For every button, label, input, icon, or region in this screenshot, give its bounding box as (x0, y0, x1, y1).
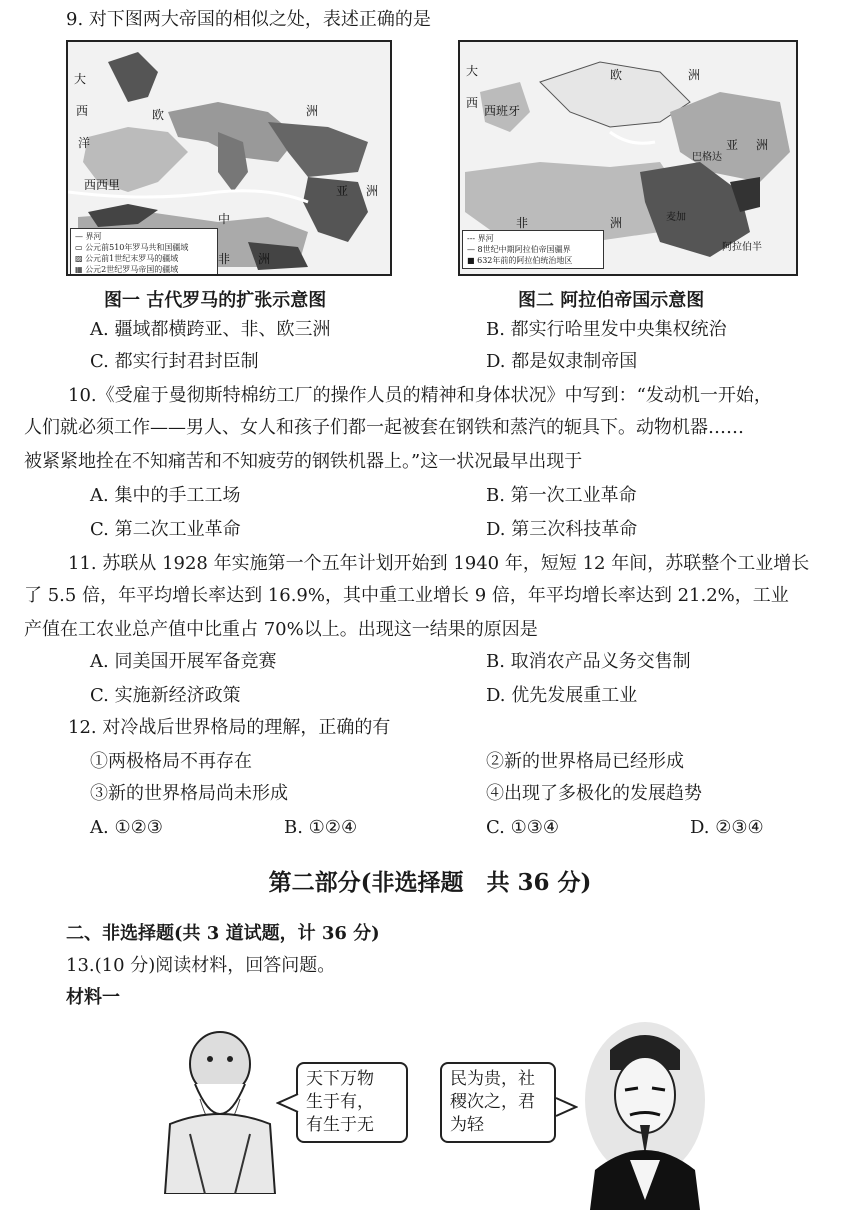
map1-label-10: 中 (218, 212, 231, 226)
map2-label-5: 亚 (726, 138, 739, 152)
q11-stem-line3: 产值在工农业总产值中比重占 70%以上。出现这一结果的原因是 (24, 619, 538, 640)
mencius-quote-line1: 民为贵，社 (450, 1069, 535, 1089)
bubble-pointer-left (276, 1092, 300, 1114)
map1-label-2: 洋 (78, 136, 91, 150)
q9-option-c[interactable]: C. 都实行封君封臣制 (90, 351, 259, 372)
q10-option-a[interactable]: A. 集中的手工工场 (90, 485, 241, 506)
q12-option-d[interactable]: D. ②③④ (690, 817, 764, 838)
map2-caption: 图二 阿拉伯帝国示意图 (518, 290, 705, 311)
map2-label-0: 大 (466, 64, 479, 78)
q11-option-d[interactable]: D. 优先发展重工业 (486, 685, 638, 706)
map1-legend-3: ▦ 公元2世纪罗马帝国的疆域 (75, 265, 179, 274)
map1-label-1: 西 (76, 104, 89, 118)
q12-item-1: ①两极格局不再存在 (90, 751, 252, 772)
q13-stem: 13.(10 分)阅读材料，回答问题。 (66, 955, 336, 976)
map1-label-3: 欧 (152, 108, 165, 122)
map2-label-10: 阿拉伯半 (722, 242, 762, 253)
q10-option-d[interactable]: D. 第三次科技革命 (486, 519, 638, 540)
q12-option-b[interactable]: B. ①②④ (284, 817, 358, 838)
material-one-label: 材料一 (66, 987, 120, 1008)
section-heading: 二、非选择题(共 3 道试题，计 36 分) (66, 923, 380, 944)
map2-legend-2: ■ 632年前的阿拉伯统治地区 (467, 256, 573, 265)
q12-option-c[interactable]: C. ①③④ (486, 817, 559, 838)
q10-stem-line2: 人们就必须工作——男人、女人和孩子们都一起被套在钢铁和蒸汽的轭具下。动物机器…… (24, 417, 744, 438)
map-arab-empire (458, 40, 798, 276)
map2-legend-0: --- 界河 (467, 234, 494, 243)
mencius-quote-line3: 为轻 (450, 1115, 484, 1135)
q12-option-a[interactable]: A. ①②③ (90, 817, 163, 838)
map2-legend (462, 230, 604, 269)
map1-label-5: 西西里 (84, 178, 121, 192)
part2-title: 第二部分(非选择题 共 36 分) (268, 869, 592, 896)
map1-label-4: 洲 (306, 104, 319, 118)
map1-label-0: 大 (74, 72, 87, 86)
q10-option-b[interactable]: B. 第一次工业革命 (486, 485, 637, 506)
q9-stem: 9. 对下图两大帝国的相似之处，表述正确的是 (66, 9, 431, 30)
map2-label-4: 西班牙 (484, 104, 521, 118)
laozi-quote-line1: 天下万物 (306, 1069, 374, 1089)
laozi-quote-line2: 生于有， (306, 1092, 374, 1112)
map2-label-11: 麦加 (666, 212, 686, 223)
map2-label-2: 欧 (610, 68, 623, 82)
map1-label-8: 非 (218, 252, 231, 266)
q9-option-a[interactable]: A. 疆域都横跨亚、非、欧三洲 (90, 319, 331, 340)
q11-option-b[interactable]: B. 取消农产品义务交售制 (486, 651, 691, 672)
map2-label-7: 巴格达 (692, 152, 722, 163)
map2-label-8: 非 (516, 216, 529, 230)
q12-item-4: ④出现了多极化的发展趋势 (486, 783, 702, 804)
map1-label-9: 洲 (258, 252, 271, 266)
q10-stem-line1: 10.《受雇于曼彻斯特棉纺工厂的操作人员的精神和身体状况》中写到：“发动机一开始， (68, 385, 772, 406)
mencius-quote-line2: 稷次之，君 (450, 1092, 535, 1112)
laozi-quote-bubble (296, 1062, 408, 1143)
q10-option-c[interactable]: C. 第二次工业革命 (90, 519, 241, 540)
mencius-quote-bubble (440, 1062, 556, 1143)
map-roman-expansion (66, 40, 392, 276)
q11-option-a[interactable]: A. 同美国开展军备竞赛 (90, 651, 277, 672)
q12-item-3: ③新的世界格局尚未形成 (90, 783, 288, 804)
map1-legend-0: — 界河 (75, 232, 102, 241)
map1-label-7: 洲 (366, 184, 379, 198)
map1-caption: 图一 古代罗马的扩张示意图 (104, 290, 327, 311)
q11-option-c[interactable]: C. 实施新经济政策 (90, 685, 241, 706)
map2-label-6: 洲 (756, 138, 769, 152)
q11-stem-line1: 11. 苏联从 1928 年实施第一个五年计划开始到 1940 年，短短 12 年间，苏联整个工业增长 (68, 553, 810, 574)
q10-stem-line3: 被紧紧地拴在不知痛苦和不知疲劳的钢铁机器上。”这一状况最早出现于 (24, 451, 583, 472)
map2-label-3: 洲 (688, 68, 701, 82)
q9-option-d[interactable]: D. 都是奴隶制帝国 (486, 351, 638, 372)
q9-option-b[interactable]: B. 都实行哈里发中央集权统治 (486, 319, 727, 340)
map1-legend-1: ▭ 公元前510年罗马共和国疆域 (75, 243, 189, 252)
map1-legend-2: ▨ 公元前1世纪末罗马的疆域 (75, 254, 179, 263)
map1-legend (70, 228, 218, 276)
map2-label-9: 洲 (610, 216, 623, 230)
bubble-pointer-right (554, 1096, 578, 1118)
q12-item-2: ②新的世界格局已经形成 (486, 751, 684, 772)
laozi-portrait (150, 1024, 280, 1194)
mencius-portrait (580, 1020, 710, 1210)
q11-stem-line2: 了 5.5 倍，年平均增长率达到 16.9%，其中重工业增长 9 倍，年平均增长率达到 21.2%，工业 (24, 585, 789, 606)
q12-stem: 12. 对冷战后世界格局的理解，正确的有 (68, 717, 391, 738)
map1-label-6: 亚 (336, 184, 349, 198)
laozi-quote-line3: 有生于无 (306, 1115, 374, 1135)
map2-legend-1: — 8世纪中期阿拉伯帝国疆界 (467, 245, 571, 254)
map2-label-1: 西 (466, 96, 479, 110)
